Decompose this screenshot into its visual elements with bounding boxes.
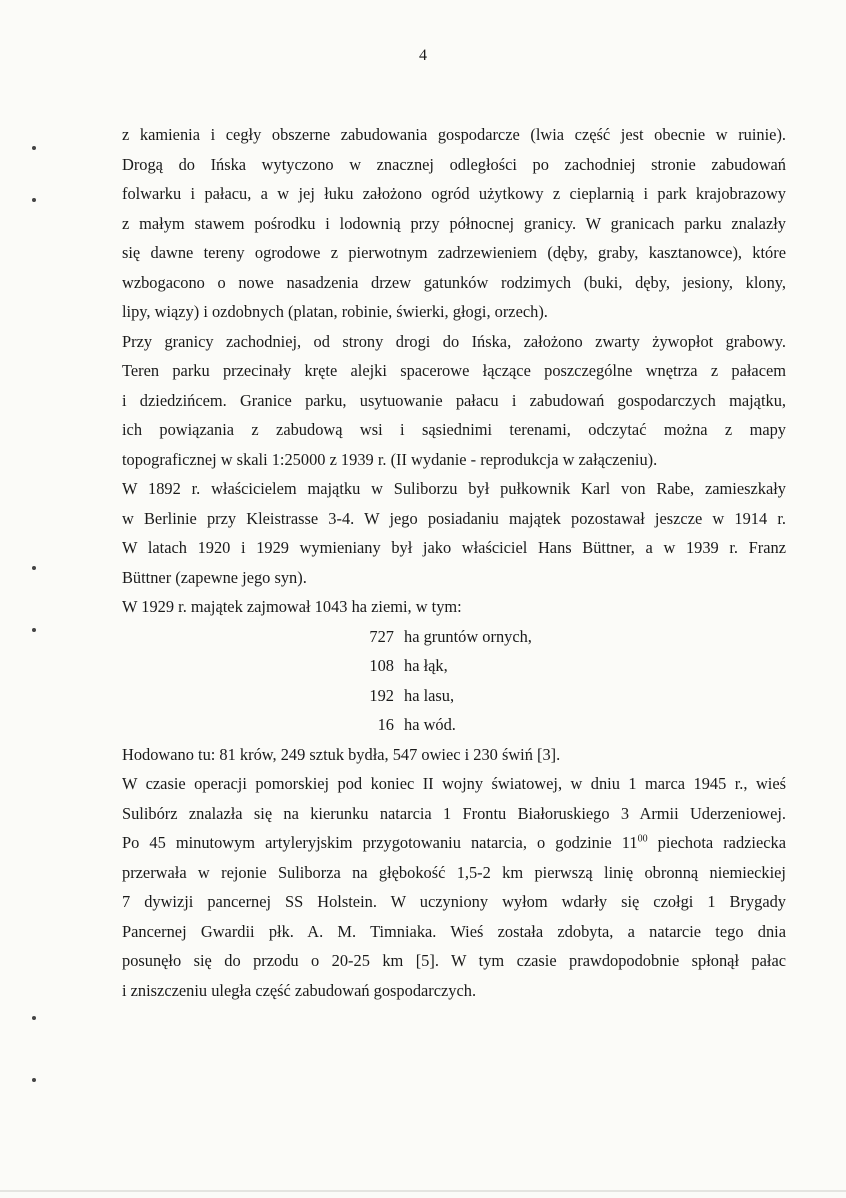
land-label: ha wód. (404, 715, 456, 734)
land-row (122, 622, 786, 652)
text-line: lipy, wiązy) i ozdobnych (platan, robinie, świerki, głogi, orzech). (122, 302, 548, 321)
text-line: z małym stawem pośrodku i lodownią przy północnej granicy. W granicach parku znalazły (122, 213, 786, 233)
paragraph-estate-park (122, 120, 786, 327)
text-line: z kamienia i cegły obszerne zabudowania gospodarcze (lwia część jest obecnie w ruinie). (122, 125, 786, 144)
land-use-list (122, 622, 786, 740)
text-span: piechota radziecka (647, 833, 786, 852)
text-line: W 1892 r. właścicielem majątku w Suliborzu był pułkownik Karl von Rabe, zamieszkały (122, 479, 786, 498)
text-line: ich powiązania z zabudową wsi i sąsiednimi terenami, odczytać można z mapy (122, 420, 786, 439)
text-line: W czasie operacji pomorskiej pod koniec II wojny światowej, w dniu 1 marca 1945 r., wieś (122, 774, 786, 793)
land-label: ha łąk, (404, 656, 448, 675)
scan-mark (32, 566, 36, 570)
text-line: i zniszczeniu uległa część zabudowań gospodarczych. (122, 980, 477, 1000)
paragraph-owners (122, 474, 786, 592)
land-label: ha lasu, (404, 685, 455, 705)
land-value: 16 (377, 715, 394, 734)
land-label: ha gruntów ornych, (404, 626, 532, 646)
text-line: folwarku i pałacu, a w jej łuku założono ogród użytkowy z cieplarnią i park krajobrazowy (122, 184, 786, 203)
text-line: W latach 1920 i 1929 wymieniany był jako właściciel Hans Büttner, a w 1939 r. Franz (122, 538, 786, 557)
land-value: 108 (369, 656, 394, 675)
scan-mark (32, 198, 36, 202)
text-line: i dziedzińcem. Granice parku, usytuowanie pałacu i zabudowań gospodarczych majątku, (122, 390, 786, 410)
paragraph-war-1945 (122, 769, 786, 1005)
text-line: posunęło się do przodu o 20-25 km [5]. W tym czasie prawdopodobnie spłonął pałac (122, 951, 786, 970)
text-line (122, 828, 786, 858)
paragraph-hedge-map (122, 327, 786, 475)
superscript: 00 (637, 833, 648, 845)
text-line: Sulibórz znalazła się na kierunku natarcia 1 Frontu Białoruskiego 3 Armii Uderzeniowej. (122, 803, 786, 823)
text-line: 7 dywizji pancernej SS Holstein. W uczyniony wyłom wdarły się czołgi 1 Brygady (122, 892, 786, 911)
land-row (122, 681, 786, 711)
text-line: się dawne tereny ogrodowe z pierwotnym zadrzewieniem (dęby, graby, kasztanowce), które (122, 243, 786, 262)
scan-mark (32, 1078, 36, 1082)
text-line: w Berlinie przy Kleistrasse 3-4. W jego posiadaniu majątek pozostawał jeszcze w 1914 r. (122, 508, 786, 528)
paragraph-land-intro: W 1929 r. majątek zajmował 1043 ha ziemi, w tym: (122, 597, 462, 616)
land-row (122, 651, 786, 681)
land-value: 192 (369, 685, 394, 705)
paragraph-livestock: Hodowano tu: 81 krów, 249 sztuk bydła, 547 owiec i 230 świń [3]. (122, 744, 561, 764)
text-line: Drogą do Ińska wytyczono w znacznej odległości po zachodniej stronie zabudowań (122, 154, 786, 174)
scan-mark (32, 628, 36, 632)
text-line: Przy granicy zachodniej, od strony drogi do Ińska, założono zwarty żywopłot grabowy. (122, 331, 786, 351)
text-line: Teren parku przecinały kręte alejki spacerowe łączące poszczególne wnętrza z pałacem (122, 361, 786, 380)
page-edge (0, 1190, 846, 1192)
text-line: wzbogacono o nowe nasadzenia drzew gatunków rodzimych (buki, dęby, jesiony, klony, (122, 272, 786, 292)
scan-mark (32, 146, 36, 150)
text-line: topograficznej w skali 1:25000 z 1939 r. (II wydanie - reprodukcja w załączeniu). (122, 449, 658, 469)
document-body (122, 120, 786, 1005)
text-line: Büttner (zapewne jego syn). (122, 567, 307, 587)
text-line: przerwała w rejonie Suliborza na głębokość 1,5-2 km pierwszą linię obronną niemieckiej (122, 862, 786, 882)
land-value: 727 (369, 626, 394, 646)
text-span: Po 45 minutowym artyleryjskim przygotowaniu natarcia, o godzinie 11 (122, 833, 638, 852)
text-line: Pancernej Gwardii płk. A. M. Timniaka. Wieś została zdobyta, a natarcie tego dnia (122, 921, 786, 941)
scan-mark (32, 1016, 36, 1020)
land-row (122, 710, 786, 740)
page-number: 4 (419, 47, 427, 64)
